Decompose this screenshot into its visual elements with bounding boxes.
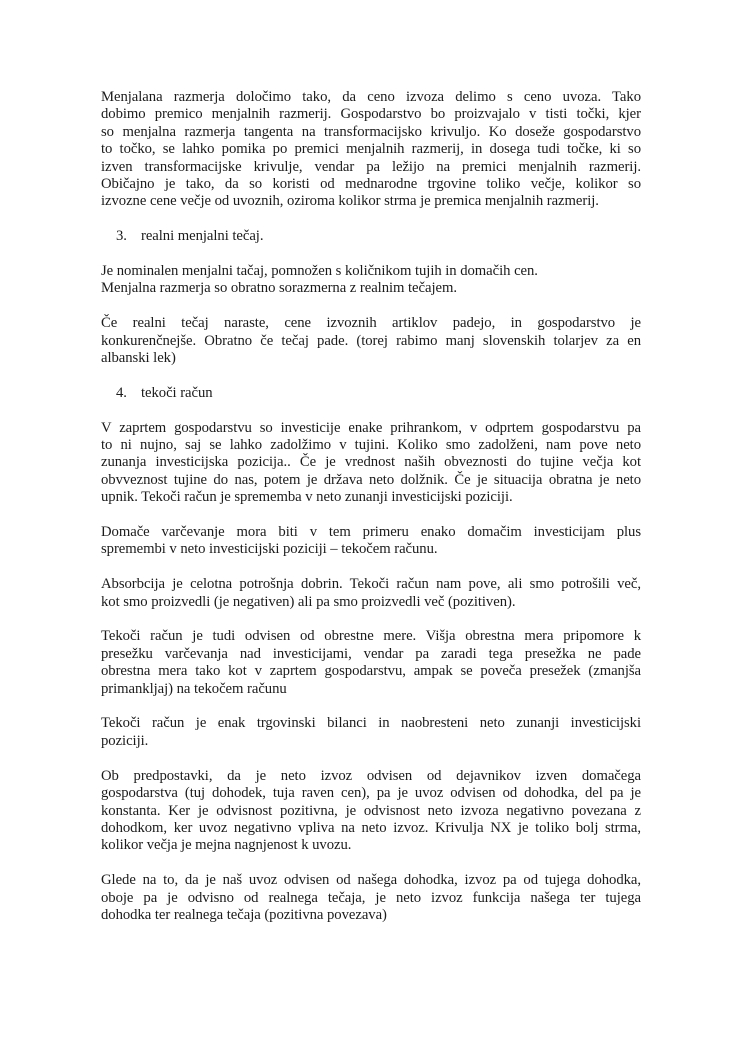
text-line: Ob predpostavki, da je neto izvoz odvisen od dejavnikov izven domačega (101, 767, 641, 784)
text-line: Menjalana razmerja določimo tako, da ceno izvoza delimo s ceno uvoza. Tako (101, 89, 641, 105)
text-line: primankljaj) na tekočem računu (101, 680, 287, 697)
paragraph (101, 524, 641, 559)
paragraph (101, 628, 641, 698)
list-number: 4. (116, 384, 127, 401)
text-line: spremembi v neto investicijski poziciji – tekočem računu. (101, 541, 438, 558)
list-item (101, 385, 641, 402)
text-line: Običajno je tako, da so koristi od mednarodne trgovine toliko večje, kolikor so (101, 176, 641, 193)
paragraph (101, 420, 641, 507)
text-line: dobimo premico menjalnih razmerij. Gospodarstvo bo proizvajalo v tisti točki, kjer (101, 106, 641, 123)
text-line: albanski lek) (101, 350, 176, 367)
text-line: Glede na to, da je naš uvoz odvisen od našega dohodka, izvoz pa od tujega dohodka, (101, 872, 641, 889)
text-line: poziciji. (101, 732, 149, 749)
text-line: konstanta. Ker je odvisnost pozitivna, je odvisnost neto izvoza negativno povezana z (101, 802, 641, 819)
text-line: V zaprtem gospodarstvu so investicije enake prihrankom, v odprtem gospodarstvu pa (101, 419, 641, 436)
text-line: kot smo proizvedli (je negativen) ali pa smo proizvedli več (pozitiven). (101, 593, 516, 610)
paragraph (101, 315, 641, 367)
text-column (101, 89, 641, 924)
text-line: dohodka ter realnega tečaja (pozitivna povezava) (101, 906, 387, 923)
paragraph (101, 263, 641, 298)
text-line: Je nominalen menjalni tačaj, pomnožen s količnikom tujih in domačih cen. (101, 263, 538, 280)
paragraph (101, 872, 641, 924)
paragraph (101, 768, 641, 855)
text-line: izvozne cene večje od uvoznih, oziroma kolikor strma je premica menjalnih razmerij. (101, 193, 599, 210)
text-line: kolikor večja je mejna nagnjenost k uvozu. (101, 837, 352, 854)
text-line: Če realni tečaj naraste, cene izvoznih artiklov padejo, in gospodarstvo je (101, 315, 641, 332)
text-line: Tekoči račun je tudi odvisen od obrestne mere. Višja obrestna mera pripomore k (101, 628, 641, 645)
text-line: presežku varčevanja nad investicijami, vendar pa zaradi tega presežka ne pade (101, 645, 641, 662)
text-line: upnik. Tekoči račun je sprememba v neto zunanji investicijski poziciji. (101, 489, 513, 506)
list-number: 3. (116, 228, 127, 245)
text-line: gospodarstva (tuj dohodek, tuja raven cen), pa je uvoz odvisen od dohodka, del pa je (101, 785, 641, 802)
text-line: obvveznost tujine do nas, potem je država neto dolžnik. Če je situacija obratna je neto (101, 471, 641, 488)
text-line: dohodkom, ker uvoz negativno vpliva na neto izvoz. Krivulja NX je toliko bolj strma, (101, 819, 641, 836)
text-line: Absorbcija je celotna potrošnja dobrin. Tekoči račun nam pove, ali smo potrošili več, (101, 576, 641, 593)
text-line: so menjalna razmerja tangenta na transformacijsko krivuljo. Ko doseže gospodarstvo (101, 123, 641, 140)
paragraph (101, 89, 641, 211)
list-item (101, 228, 641, 245)
text-line: zunanja investicijska pozicija.. Če je vrednost naših obveznosti do tujine večja kot (101, 454, 641, 471)
paragraph (101, 576, 641, 611)
text-line: Tekoči račun je enak trgovinski bilanci in naobresteni neto zunanji investicijski (101, 715, 641, 732)
text-line: oboje pa je odvisno od realnega tečaja, je neto izvoz funkcija našega ter tujega (101, 889, 641, 906)
text-line: Domače varčevanje mora biti v tem primeru enako domačim investicijam plus (101, 524, 641, 541)
list-item-label: realni menjalni tečaj. (141, 228, 264, 245)
paragraph (101, 715, 641, 750)
text-line: izven transformacijske krivulje, vendar pa ležijo na premici menjalnih razmerij. (101, 158, 641, 175)
text-line: Menjalna razmerja so obratno sorazmerna z realnim tečajem. (101, 280, 457, 297)
list-item-label: tekoči račun (141, 384, 213, 401)
text-line: konkurenčnejše. Obratno če tečaj pade. (torej rabimo manj slovenskih tolarjev za en (101, 332, 641, 349)
text-line: obrestna mera tako kot v zaprtem gospodarstvu, ampak se poveča presežek (zmanjša (101, 663, 641, 680)
text-line: to ni nujno, saj se lahko zadolžimo v tujini. Koliko smo zadolženi, nam pove neto (101, 437, 641, 454)
text-line: to točko, se lahko pomika po premici menjalnih razmerij, in dosega tudi točke, ki so (101, 141, 641, 158)
